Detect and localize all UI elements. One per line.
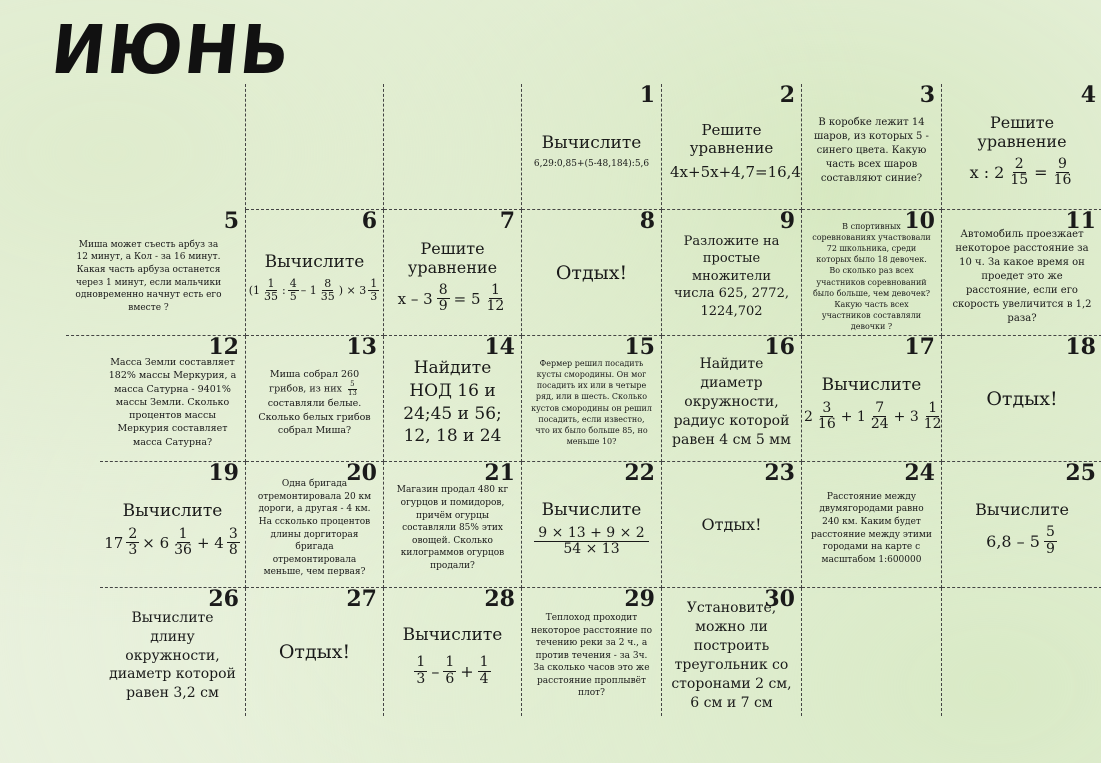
denominator: 3 bbox=[128, 542, 138, 558]
task-text: В спортивных соревнованиях участвовали 72 школьника, среди которых было 18 девочек. Во сколько раз всех участников соревнований было больше, чем девочек? Какую часть всех участников составляли девочки ? bbox=[812, 221, 931, 332]
month-title: ИЮНЬ bbox=[47, 12, 296, 90]
numerator: 8 bbox=[324, 276, 332, 290]
equation-term: x – 3 bbox=[397, 289, 433, 308]
rest-label: Отдых! bbox=[986, 387, 1058, 410]
expression-term: 17 bbox=[104, 533, 124, 552]
fraction bbox=[262, 278, 280, 303]
expression-term: + bbox=[460, 661, 474, 681]
task-text: В коробке лежит 14 шаров, из которых 5 - синего цвета. Какую часть всех шаров составляют синие? bbox=[814, 116, 929, 184]
day-number: 28 bbox=[484, 586, 515, 612]
numerator: 2 bbox=[128, 525, 138, 542]
day-number: 25 bbox=[1065, 460, 1096, 486]
day-29 bbox=[522, 588, 662, 716]
day-5 bbox=[66, 210, 246, 336]
expression-term: + 1 bbox=[840, 408, 866, 425]
fraction bbox=[319, 278, 337, 303]
day-number: 29 bbox=[624, 586, 655, 612]
denominator: 35 bbox=[264, 290, 279, 303]
numerator: 9 × 13 + 9 × 2 bbox=[534, 526, 648, 542]
fraction bbox=[1008, 157, 1030, 189]
denominator: 8 bbox=[228, 542, 238, 558]
fraction bbox=[478, 655, 491, 687]
denominator: 6 bbox=[445, 670, 455, 687]
task-heading: Решите уравнение bbox=[407, 238, 498, 277]
expression-term: 2 bbox=[804, 408, 813, 425]
expression bbox=[804, 401, 945, 433]
day-3 bbox=[802, 84, 942, 210]
expression-term: + 3 bbox=[893, 408, 919, 425]
day-number: 4 bbox=[1080, 82, 1096, 108]
task-text: Миша собрал 260 грибов, из них bbox=[269, 368, 360, 395]
day-13 bbox=[246, 336, 384, 462]
expression bbox=[249, 278, 381, 303]
task-text: Найдите диаметр окружности, радиус которой равен 4 см 5 мм bbox=[672, 356, 791, 448]
fraction bbox=[1052, 157, 1074, 189]
day-6 bbox=[246, 210, 384, 336]
day-8 bbox=[522, 210, 662, 336]
expression bbox=[104, 527, 241, 559]
denominator: 5 bbox=[289, 290, 297, 303]
task-text: Магазин продал 480 кг огурцов и помидоров, причём огурцы составляли 85% этих овощей. Сколько килограммов огурцов продали? bbox=[396, 485, 509, 571]
numerator: 7 bbox=[875, 399, 885, 416]
day-number: 19 bbox=[208, 460, 239, 486]
day-number: 7 bbox=[499, 208, 515, 234]
day-21 bbox=[384, 462, 522, 588]
expression bbox=[413, 655, 491, 687]
day-number: 30 bbox=[764, 586, 795, 612]
rest-label: Отдых! bbox=[555, 261, 628, 284]
day-number: 15 bbox=[624, 334, 655, 360]
expression-term: – 1 bbox=[300, 284, 317, 297]
day-number: 23 bbox=[764, 460, 795, 486]
day-28 bbox=[384, 588, 522, 716]
numerator: 3 bbox=[228, 525, 238, 542]
fraction bbox=[443, 655, 456, 687]
empty-cell bbox=[384, 84, 522, 210]
numerator: 1 bbox=[445, 654, 455, 671]
day-16 bbox=[662, 336, 802, 462]
numerator: 5 bbox=[350, 380, 355, 389]
fraction bbox=[816, 401, 838, 433]
fraction bbox=[414, 655, 427, 687]
task-text: составляли белые. Сколько белых грибов собрал Миша? bbox=[258, 398, 371, 436]
day-number: 26 bbox=[208, 586, 239, 612]
task-heading: Решите уравнение bbox=[689, 120, 774, 157]
task-heading: Вычислите bbox=[402, 625, 503, 646]
empty-cell bbox=[246, 84, 384, 210]
task-text: Установите, можно ли построить треугольник со сторонами 2 см, 6 см и 7 см bbox=[671, 600, 792, 711]
empty-cell bbox=[100, 84, 246, 210]
denominator: 12 bbox=[923, 416, 942, 432]
fraction bbox=[485, 283, 507, 315]
expression-term: (1 bbox=[248, 284, 261, 297]
fraction bbox=[172, 527, 194, 559]
expression-term: ) × 3 bbox=[338, 284, 367, 297]
day-23 bbox=[662, 462, 802, 588]
day-30 bbox=[662, 588, 802, 716]
task-heading: Вычислите bbox=[541, 132, 642, 153]
task-text: Теплоход проходит некоторое расстояние по течению реки за 2 ч., а против течения - за 3ч. За сколько часов это же расстояние проплывёт плот? bbox=[530, 612, 653, 699]
day-number: 16 bbox=[764, 334, 795, 360]
denominator: 16 bbox=[1053, 172, 1072, 188]
denominator: 12 bbox=[486, 298, 505, 314]
day-number: 8 bbox=[639, 208, 655, 234]
equation-term: = 5 bbox=[453, 289, 481, 308]
day-number: 11 bbox=[1065, 208, 1096, 234]
day-20 bbox=[246, 462, 384, 588]
day-number: 9 bbox=[779, 208, 795, 234]
numerator: 3 bbox=[822, 399, 832, 416]
numerator: 1 bbox=[490, 281, 500, 298]
denominator: 16 bbox=[817, 416, 836, 432]
task-heading: Вычислите bbox=[122, 500, 223, 521]
denominator: 9 bbox=[438, 298, 448, 314]
day-number: 22 bbox=[624, 460, 655, 486]
day-2 bbox=[662, 84, 802, 210]
day-number: 1 bbox=[639, 82, 655, 108]
expression-term: : bbox=[282, 284, 286, 297]
equation-term: = bbox=[1034, 163, 1048, 182]
day-number: 2 bbox=[779, 82, 795, 108]
fraction bbox=[126, 527, 139, 559]
day-12 bbox=[100, 336, 246, 462]
numerator: 1 bbox=[267, 276, 275, 290]
empty-cell bbox=[802, 588, 942, 716]
numerator: 1 bbox=[479, 654, 489, 671]
task-text: Масса Земли составляет 182% массы Меркурия, а масса Сатурна - 9401% массы Земли. Сколько процентов массы Меркурия составляет масса Сатурна? bbox=[108, 356, 237, 448]
day-number: 20 bbox=[346, 460, 377, 486]
expression-term: × 6 bbox=[142, 533, 170, 552]
fraction bbox=[437, 283, 450, 315]
numerator: 1 bbox=[416, 654, 426, 671]
task-text: Миша может съесть арбуз за 12 минут, а Кол - за 16 минут. Какая часть арбуза останется через 1 минут, если мальчики одновременно начнут есть его вместе ? bbox=[75, 239, 222, 313]
day-number: 3 bbox=[919, 82, 935, 108]
day-number: 17 bbox=[904, 334, 935, 360]
fraction bbox=[534, 526, 648, 558]
fraction bbox=[922, 401, 944, 433]
day-9 bbox=[662, 210, 802, 336]
numerator: 5 bbox=[1045, 524, 1055, 541]
numerator: 1 bbox=[928, 399, 938, 416]
day-11 bbox=[942, 210, 1101, 336]
day-number: 24 bbox=[904, 460, 935, 486]
task-text: Найдите НОД 16 и 24;45 и 56; 12, 18 и 24 bbox=[403, 357, 502, 447]
day-1 bbox=[522, 84, 662, 210]
denominator: 4 bbox=[479, 670, 489, 687]
task-heading: Вычислите bbox=[541, 499, 642, 520]
task-heading: Решите уравнение bbox=[977, 112, 1067, 151]
denominator: 36 bbox=[174, 542, 192, 558]
task-text: Автомобиль проезжает некоторое расстояние за 10 ч. За какое время он проедет это же расстояние, если его скорость увеличится в 1,2 раза? bbox=[952, 228, 1092, 324]
equation-term: x : 2 bbox=[969, 163, 1005, 182]
day-14 bbox=[384, 336, 522, 462]
expression bbox=[986, 525, 1058, 557]
day-number: 27 bbox=[346, 586, 377, 612]
fraction bbox=[288, 278, 299, 303]
day-number: 18 bbox=[1065, 334, 1096, 360]
day-10 bbox=[802, 210, 942, 336]
day-24 bbox=[802, 462, 942, 588]
task-text: Расстояние между двумягородами равно 240 км. Каким будет расстояние между этими городами на карте с масштабом 1:600000 bbox=[811, 491, 932, 565]
fraction bbox=[869, 401, 891, 433]
numerator: 9 bbox=[1058, 155, 1067, 172]
fraction bbox=[1044, 525, 1057, 557]
task-formula: 6,29:0,85+(5-48,184):5,6 bbox=[533, 158, 650, 169]
day-15 bbox=[522, 336, 662, 462]
task-heading: Вычислите bbox=[264, 251, 365, 272]
day-27 bbox=[246, 588, 384, 716]
fraction bbox=[346, 381, 359, 397]
numerator: 4 bbox=[289, 276, 297, 290]
denominator: 35 bbox=[320, 290, 335, 303]
equation bbox=[970, 157, 1075, 189]
day-18 bbox=[942, 336, 1101, 462]
expression-term: + 4 bbox=[196, 533, 224, 552]
fraction bbox=[368, 278, 379, 303]
task-text: Фермер решил посадить кусты смородины. Он мог посадить их или в четыре ряд, или в шесть. Сколько кустов смородины он решил посадить, если известно, что их было больше 85, но меньше 10? bbox=[531, 358, 652, 447]
task-text: Разложите на простые множители числа 625, 2772, 1224,702 bbox=[674, 233, 789, 319]
task-formula: 4x+5x+4,7=16,4 bbox=[670, 162, 801, 181]
day-22 bbox=[522, 462, 662, 588]
equation bbox=[398, 283, 508, 315]
denominator: 9 bbox=[1045, 540, 1055, 557]
denominator: 54 × 13 bbox=[563, 541, 620, 557]
denominator: 3 bbox=[370, 290, 378, 303]
day-25 bbox=[942, 462, 1101, 588]
denominator: 15 bbox=[1010, 172, 1029, 188]
day-number: 12 bbox=[208, 334, 239, 360]
calendar-grid bbox=[75, 82, 1101, 716]
numerator: 1 bbox=[178, 525, 188, 542]
denominator: 3 bbox=[416, 670, 426, 687]
task-heading: Вычислите bbox=[975, 500, 1069, 520]
day-number: 21 bbox=[484, 460, 515, 486]
day-number: 13 bbox=[346, 334, 377, 360]
denominator: 13 bbox=[347, 388, 357, 397]
empty-cell bbox=[942, 588, 1101, 716]
day-7 bbox=[384, 210, 522, 336]
task-text: Одна бригада отремонтировала 20 км дороги, а другая - 4 км. На ссколько процентов длины доргиторая бригада отремонтировала меньше, чем первая? bbox=[257, 479, 372, 578]
task-text: Вычислите длину окружности, диаметр которой равен 3,2 см bbox=[109, 609, 236, 702]
day-number: 6 bbox=[361, 208, 377, 234]
numerator: 8 bbox=[438, 281, 448, 298]
denominator: 24 bbox=[870, 416, 889, 432]
numerator: 2 bbox=[1014, 155, 1024, 172]
day-number: 10 bbox=[904, 208, 935, 234]
task-heading: Вычислите bbox=[821, 374, 922, 395]
day-number: 14 bbox=[484, 334, 515, 360]
day-17 bbox=[802, 336, 942, 462]
numerator: 1 bbox=[370, 276, 378, 290]
day-4 bbox=[942, 84, 1101, 210]
day-26 bbox=[100, 588, 246, 716]
day-19 bbox=[100, 462, 246, 588]
rest-label: Отдых! bbox=[701, 515, 762, 534]
day-number: 5 bbox=[223, 208, 239, 234]
expression-term: – bbox=[431, 661, 440, 681]
fraction bbox=[227, 527, 240, 559]
rest-label: Отдых! bbox=[278, 641, 351, 663]
expression-term: 6,8 – 5 bbox=[986, 531, 1040, 551]
